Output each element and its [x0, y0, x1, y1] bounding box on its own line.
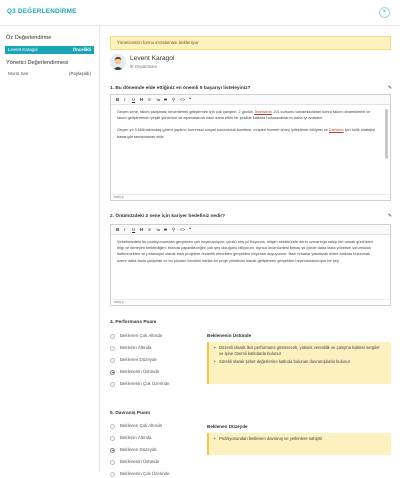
radio-button[interactable] [110, 460, 115, 465]
employee-name: Levent Karagol [130, 55, 175, 62]
sidebar [0, 26, 100, 472]
italic-button[interactable]: I [124, 97, 126, 102]
link-button[interactable]: ⚲ [172, 97, 176, 102]
sidebar-item-name: Murat Sarı [8, 71, 29, 76]
description-bullet: • Pozisyonundan beklenen davranış ve yetkinlere sahiptir [219, 436, 385, 442]
radio-button[interactable] [110, 358, 115, 363]
performance-answer-description [207, 342, 391, 384]
question-4-title: 4. Performans Puanı [110, 320, 157, 325]
answer-paragraph: Geçen sene, takım çalışması becerilerimi geliştirmek için çok çalıştım. 2 günlük Teamwork 101 kursunu tamamladıktan sonra takım dinamiklerini ve takım geliştirmenin çeşitli yönlerine ve aşamalarına nasıl daha etkin bir şekilde katkıda bulunacaklarını daha iyi anladım. [117, 109, 371, 121]
question-2-editor[interactable] [110, 224, 391, 306]
evaluation-form: Yöneticinizin formu imzalaması bekleniyor Levent Karagol İK Departmanı 1. Bu dönemde elde ettiğiniz en önemli 5 başarıyı listeleyiniz? ✎ B I U H ≡ ≔ S ⚲ <> ❞ Geçen sene, takım çalışması becerilerimi geliştirmek için çok çalıştım. 2 günlük Teamwork 101 kursunu tamamladıktan sonra takım dinamiklerini ve takım geliştirmenin çeşitli yönlerine ve aşamalarına nasıl daha etkin bir şekilde katkıda bulunacaklarını daha iyi anladım. Geçen yıl 3 Milli takımdaş görevi yaptım; kurumsal sosyal sorumluluk komitesi, müşteri hizmeti süreç iyileştirme atölyesi ve Dansera için birlik stratejisi basarıyla tamamlanan ekte. body p 2. Önümüzdeki 2 sene için kariyer hedefiniz nedir? ✎ B I U H ≡ ≔ S ⚲ <> ❞ Şirketimizdeki bu pozisyonumdan gerçekten çok heyecanlıyım; çünkü beş yıl boyunca, bilişim sektöründe derin uzmanlığa sahip biri olarak günlükleri bilgi ve deneyim biriktirdiğim; burada yapabileceğim çok şey olduğunu biliyorum. Ayrıca önümüzdeki birkaç yıl içinde daha fazla yönetsel sorumluluk üstlenmekten ve potansiyel olarak bazı projelere önderlik etmekten gerçekten heyecan duyuyorum. Bazı fırsatlar yakalarak ekibe katkıda bulunmak üzere daha fazla çalışmak ve bu yüzden kendimi harika bir proje yöneticisi olarak geliştirmek gerçekten heyecanlandırıyor bir şey. body p 4. Performans Puanı Beklenen Çok Altında Beklenin Altında Beklenen Düzeyde Beklenenin Üstünde Beklenenin Çok Üzerinde Beklenenin Üstünde • Düzenli olarak ileri performans gösterecek, yüksek verimlilik ve çalışma kalitesi sergiler ve işine önemli katkılarda bulunur • Sürekli olarak şirket değerlerine katkıda bulunan davranışlarda bulunur 5. Davranış Puanı Beklenen Çok Altında Beklenin Altında Beklenen Düzeyde Beklenenin Üstünde Beklenenin Çok Üzerinde Beklenen Düzeyde • Pozisyonundan beklenen davranış ve yetkinlere sahiptir [100, 26, 400, 472]
heading-button[interactable]: H [140, 227, 144, 232]
avatar [110, 54, 126, 70]
close-button[interactable]: × [379, 7, 390, 18]
behavior-answer-title: Beklenen Düzeyde [207, 424, 248, 429]
radio-button-selected[interactable] [110, 370, 115, 375]
italic-button[interactable]: I [124, 227, 126, 232]
editor-statusbar: body p [111, 194, 390, 200]
editor-toolbar [111, 225, 390, 235]
inline-link[interactable]: Dansera [328, 127, 344, 133]
inline-link[interactable]: Teamwork [254, 109, 272, 114]
sidebar-item-self-evaluation[interactable] [5, 46, 94, 54]
quote-button[interactable]: ❞ [189, 227, 192, 232]
code-button[interactable]: <> [180, 227, 186, 232]
question-2-answer-text: Şirketimizdeki bu pozisyonumdan gerçekten çok heyecanlıyım; çünkü beş yıl boyunca, bilişim sektöründe derin uzmanlığa sahip biri olarak günlükleri bilgi ve deneyim biriktirdiğim; burada yapabileceğim çok şey olduğunu biliyorum. Ayrıca önümüzdeki birkaç yıl içinde daha fazla yönetsel sorumluluk üstlenmekten ve potansiyel olarak bazı projelere önderlik etmekten gerçekten heyecan duyuyorum. Bazı fırsatlar yakalarak ekibe katkıda bulunmak üzere daha fazla çalışmak ve bu yüzden kendimi harika bir proje yöneticisi olarak geliştirmek gerçekten heyecanlandırıyor bir şey. [117, 239, 373, 263]
editor-toolbar [111, 95, 390, 105]
description-bullet: • Sürekli olarak şirket değerlerine katkıda bulunan davranışlarda bulunur [219, 359, 385, 365]
radio-button[interactable] [110, 436, 115, 441]
radio-button[interactable] [110, 424, 115, 429]
numbered-list-button[interactable]: ≔ [156, 227, 161, 232]
sidebar-item-manager-evaluation[interactable] [5, 70, 94, 78]
pin-icon[interactable]: ✎ [387, 85, 392, 91]
priority-badge: Öncelikli [72, 47, 91, 52]
strikethrough-button[interactable]: S [164, 227, 167, 232]
quote-button[interactable]: ❞ [189, 97, 192, 102]
pin-icon[interactable]: ✎ [387, 213, 392, 219]
modal-title: Q3 DEĞERLENDİRME [7, 8, 77, 15]
code-button[interactable]: <> [180, 97, 186, 102]
radio-button-selected[interactable] [110, 448, 115, 453]
bold-button[interactable]: B [116, 97, 120, 102]
radio-button[interactable] [110, 472, 115, 477]
radio-button[interactable] [110, 334, 115, 339]
shared-badge: (Paylaşıldı) [69, 71, 91, 76]
question-5-title: 5. Davranış Puanı [110, 411, 150, 416]
sidebar-item-name: Levent Karagol [8, 47, 38, 52]
strikethrough-button[interactable]: S [164, 97, 167, 102]
question-2-title: 2. Önümüzdeki 2 sene için kariyer hedefiniz nedir? [110, 214, 226, 219]
underline-button[interactable]: U [132, 97, 136, 102]
question-1-title: 1. Bu dönemde elde ettiğiniz en önemli 5 başarıyı listeleyiniz? [110, 86, 251, 91]
modal-header [0, 0, 400, 26]
pending-signature-notice: Yöneticinizin formu imzalaması bekleniyor [110, 36, 391, 50]
bullet-list-button[interactable]: ≡ [148, 227, 151, 232]
heading-button[interactable]: H [140, 97, 144, 102]
underline-button[interactable]: U [132, 227, 136, 232]
question-1-editor[interactable] [110, 94, 391, 201]
manager-evaluation-heading: Yönetici Değerlendirmesi [6, 60, 69, 66]
employee-department: İK Departmanı [130, 64, 157, 69]
question-1-answer-text [117, 109, 380, 146]
avatar-illustration [110, 54, 126, 70]
numbered-list-button[interactable]: ≔ [156, 97, 161, 102]
bold-button[interactable]: B [116, 227, 120, 232]
description-bullet: • Düzenli olarak ileri performans gösterecek, yüksek verimlilik ve çalışma kalitesi sergiler ve işine önemli katkılarda bulunur [219, 345, 385, 357]
editor-scrollbar[interactable] [385, 109, 388, 159]
bullet-list-button[interactable]: ≡ [148, 97, 151, 102]
radio-button[interactable] [110, 382, 115, 387]
editor-statusbar: body p [111, 299, 390, 305]
self-evaluation-heading: Öz Değerlendirme [6, 35, 52, 41]
link-button[interactable]: ⚲ [172, 227, 176, 232]
performance-answer-title: Beklenenin Üstünde [207, 333, 252, 338]
answer-paragraph: Geçen yıl 3 Milli takımdaş görevi yaptım; kurumsal sosyal sorumluluk komitesi, müşteri hizmeti süreç iyileştirme atölyesi ve Dansera için birlik stratejisi basarıyla tamamlanan ekte. [117, 127, 375, 139]
radio-button[interactable] [110, 346, 115, 351]
behavior-answer-description [207, 433, 391, 455]
